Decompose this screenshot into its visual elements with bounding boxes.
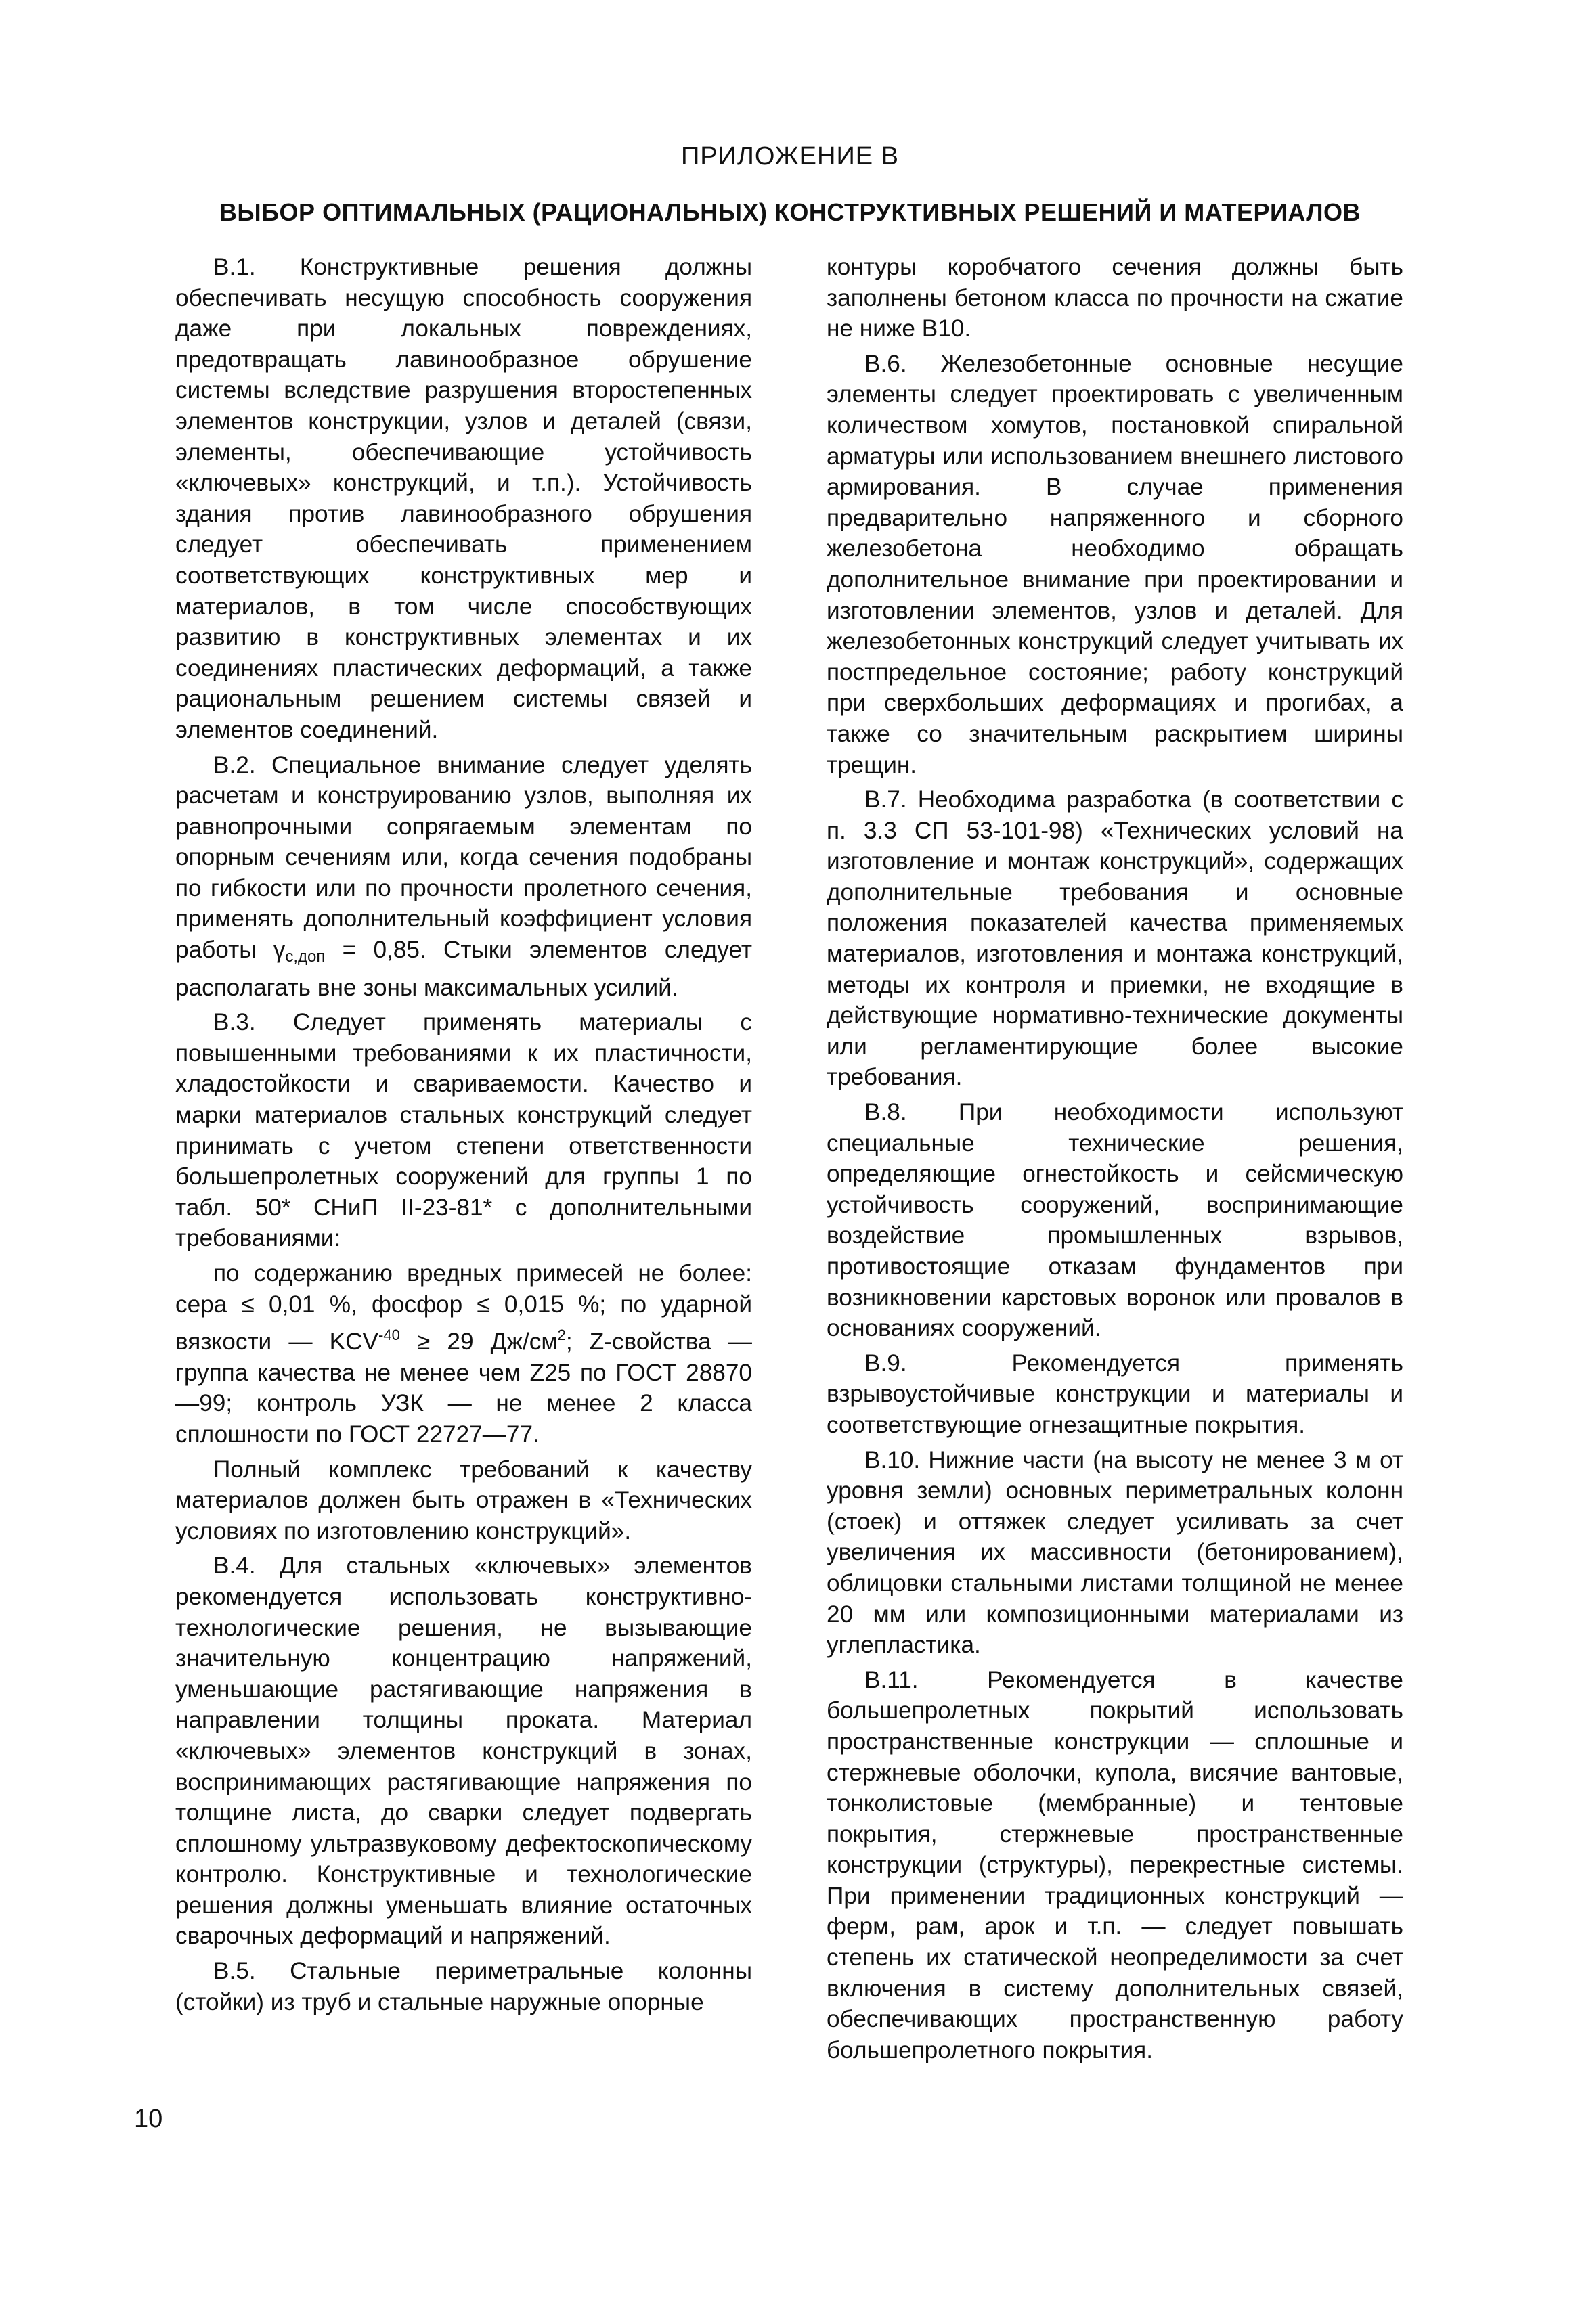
paragraph-b4: В.4. Для стальных «ключевых» элементов рекомендуется использовать конструктивно-технологические решения, не вызывающие значительную концентрацию напряжений, уменьшающие растягивающие напряжения в направлении толщины проката. Материал «ключевых» элементов конструкций в зонах, воспринимающих растягивающие напряжения по толщине листа, до сварки следует подвергать сплошному ультразвуковому дефектоскопическому контролю. Конструктивные и технологические решения должны уменьшать влияние остаточных сварочных деформаций и напряжений. xyxy=(175,1552,752,1950)
paragraph-b5: В.5. Стальные периметральные колонны (стойки) из труб и стальные наружные опорные xyxy=(175,1958,752,2015)
paragraph-b10: В.10. Нижние части (на высоту не менее 3 м от уровня земли) основных периметральных колонн (стоек) и оттяжек следует усиливать за счет увеличения их массивности (бетонированием), облицовки стальными листами толщиной не менее 20 мм или композиционными материалами из углепластика. xyxy=(827,1446,1403,1659)
paragraph-full-complex: Полный комплекс требований к качеству материалов должен быть отражен в «Технических условиях по изготовлению конструкций». xyxy=(175,1456,752,1544)
paragraph-b8: В.8. При необходимости используют специальные технические решения, определяющие огнестойкость и сейсмическую устойчивость сооружений, воспринимающие воздействие промышленных взрывов, противостоящие отказам фундаментов при возникновении карстовых воронок или провалов в основаниях сооружений. xyxy=(827,1099,1403,1342)
requirements-text-end: ; Z-свойства — группа качества не менее чем Z25 по ГОСТ 28870—99; контроль УЗК — не менее 2 класса сплошности по ГОСТ 22727—77. xyxy=(175,1328,752,1448)
requirements-text: по содержанию вредных примесей не более: сера ≤ 0,01 %, фосфор ≤ 0,015 %; по ударной вязкости — KCV xyxy=(175,1260,752,1356)
requirements-text-mid: ≥ 29 Дж/см xyxy=(399,1328,558,1356)
unit-superscript: 2 xyxy=(557,1326,566,1344)
appendix-label: ПРИЛОЖЕНИЕ В xyxy=(680,142,900,171)
page-number: 10 xyxy=(134,2105,163,2133)
paragraph-b1: В.1. Конструктивные решения должны обеспечивать несущую способность сооружения даже при локальных повреждениях, предотвращать лавинообразное обрушение системы вследствие разрушения второстепенных элементов конструкции, узлов и деталей (связи, элементы, обеспечивающие устойчивость «ключевых» конструкций, и т.п.). Устойчивость здания против лавинообразного обрушения следует обеспечивать применением соответствующих конструктивных мер и материалов, в том числе способствующих развитию в конструктивных элементах и их соединениях пластических деформаций, а также рациональным решением системы связей и элементов соединений. xyxy=(175,254,752,743)
paragraph-b6: В.6. Железобетонные основные несущие элементы следует проектировать с увеличенным количеством хомутов, постановкой спиральной арматуры или использованием внешнего листового армирования. В случае применения предварительно напряженного и сборного железобетона необходимо обращать дополнительное внимание при проектировании и изготовлении элементов, узлов и деталей. Для железобетонных конструкций следует учитывать их постпредельное состояние; работу конструкций при сверхбольших деформациях и прогибах, а также со значительным раскрытием ширины трещин. xyxy=(827,350,1403,778)
paragraph-b11: В.11. Рекомендуется в качестве большепролетных покрытий использовать пространственные конструкции — сплошные и стержневые оболочки, купола, висячие вантовые, тонколистовые (мембранные) и тентовые покрытия, стержневые пространственные конструкции (структуры), перекрестные системы. При применении традиционных конструкций — ферм, рам, арок и т.п. — следует повышать степень их статической неопределимости за счет включения в систему дополнительных связей, обеспечивающих пространственную работу большепролетного покрытия. xyxy=(827,1666,1403,2063)
paragraph-b2-text-end: = 0,85. Стыки элементов следует располагать вне зоны максимальных усилий. xyxy=(175,937,752,1001)
page-title: ВЫБОР ОПТИМАЛЬНЫХ (РАЦИОНАЛЬНЫХ) КОНСТРУКТИВНЫХ РЕШЕНИЙ И МАТЕРИАЛОВ xyxy=(219,198,1361,226)
paragraph-b5-continued: контуры коробчатого сечения должны быть заполнены бетоном класса по прочности на сжатие не ниже В10. xyxy=(827,254,1403,342)
paragraph-b3: В.3. Следует применять материалы с повышенными требованиями к их пластичности, хладостойкости и свариваемости. Качество и марки материалов стальных конструкций следует принимать с учетом степени ответственности большепролетных сооружений для группы 1 по табл. 50* СНиП II-23-81* с дополнительными требованиями: xyxy=(175,1009,752,1252)
left-column xyxy=(175,252,752,2021)
paragraph-b2-text: В.2. Специальное внимание следует уделять расчетам и конструированию узлов, выполняя их равнопрочными сопрягаемым элементам по опорным сечениям или, когда сечения подобраны по гибкости или по прочности пролетного сечения, применять дополнительный коэффициент условия работы γ xyxy=(175,751,752,964)
paragraph-b7: В.7. Необходима разработка (в соответствии с п. 3.3 СП 53-101-98) «Технических условий на изготовление и монтаж конструкций», содержащих дополнительные требования и основные положения показателей качества применяемых материалов, изготовления и монтажа конструкций, методы их контроля и приемки, не входящие в действующие нормативно-технические документы или регламентирующие более высокие требования. xyxy=(827,786,1403,1091)
gamma-subscript: c,доп xyxy=(285,947,326,966)
paragraph-requirements xyxy=(175,1258,752,1450)
paragraph-b2 xyxy=(175,750,752,1004)
paragraph-b9: В.9. Рекомендуется применять взрывоустойчивые конструкции и материалы и соответствующие огнезащитные покрытия. xyxy=(827,1349,1403,1438)
kcv-superscript: -40 xyxy=(378,1326,400,1344)
right-column xyxy=(827,252,1403,2070)
